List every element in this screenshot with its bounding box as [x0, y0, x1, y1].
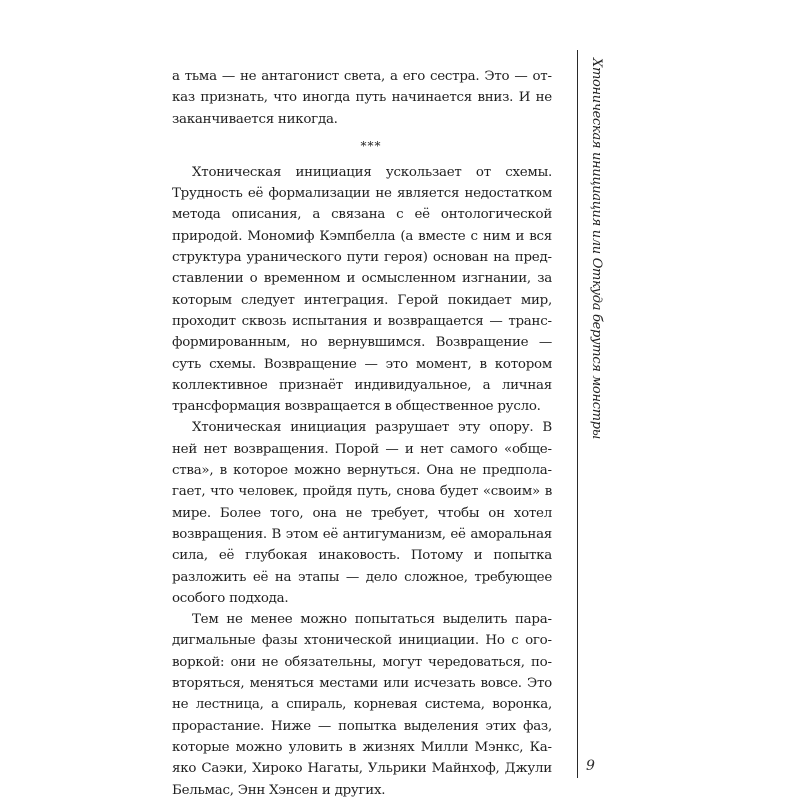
vertical-rule — [577, 50, 578, 778]
page-number: 9 — [586, 758, 595, 774]
main-text — [172, 66, 552, 801]
paragraph: Хтоническая инициация разрушает эту опору. В ней нет возвращения. Порой — и нет самого «общества», в которое можно вернуться. Она не предполагает, что человек, пройдя путь, снова будет «своим» в мире. Более того, она не требует, чтобы он хотел возвращения. В этом её антигуманизм, её аморальная сила, её глубокая инаковость. Потому и попытка разложить её на этапы — дело сложное, требующее особого подхода. — [172, 420, 552, 606]
paragraph: Тем не менее можно попытаться выделить парадигмальные фазы хтонической инициации. Но с оговоркой: они не обязательны, могут чередоваться, повторяться, меняться местами или исчезать вовсе. Это не лестница, а спираль, корневая система, воронка, прорастание. Ниже — попытка выделения этих фаз, которые можно уловить в жизнях Милли Мэнкс, Каяко Саэки, Хироко Нагаты, Ульрики Майнхоф, Джули Бельмас, Энн Хэнсен и других. — [172, 612, 552, 798]
paragraph: Хтоническая инициация ускользает от схемы. Трудность её формализации не является недостатком метода описания, а связана с её онтологической природой. Мономиф Кэмпбелла (а вместе с ним и вся структура уранического пути героя) основан на представлении о временном и осмысленном изгнании, за которым следует интеграция. Герой покидает мир, проходит сквозь испытания и возвращается — трансформированным, но вернувшимся. Возвращение — суть схемы. Возвращение — это момент, в котором коллективное признаёт индивидуальное, а личная трансформация возвращается в общественное русло. — [172, 164, 552, 415]
running-head: Хтоническая инициация или Откуда берутся монстры — [589, 58, 604, 440]
paragraph-continuation: а тьма — не антагонист света, а его сестра. Это — отказ признать, что иногда путь начинается вниз. И не заканчивается никогда. — [172, 69, 552, 127]
section-separator: *** — [360, 138, 382, 153]
